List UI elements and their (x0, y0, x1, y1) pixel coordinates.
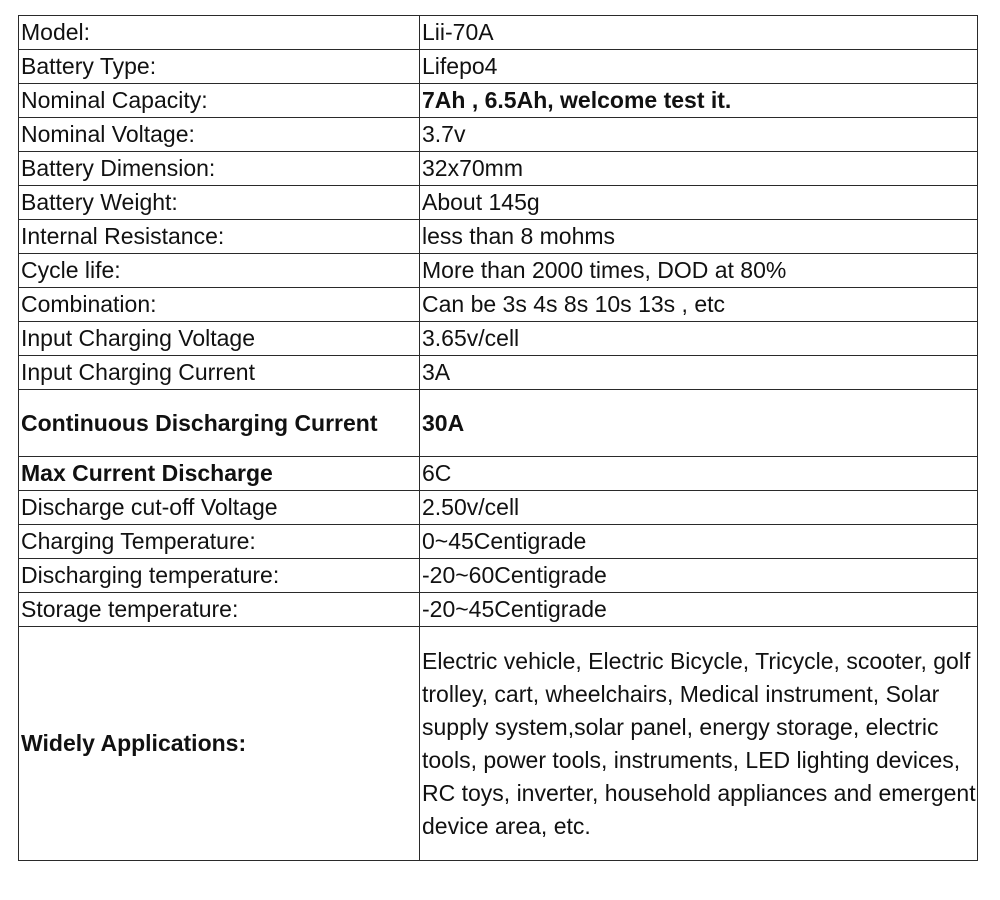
spec-label: Battery Dimension: (19, 152, 420, 186)
table-row (19, 288, 978, 322)
table-row (19, 559, 978, 593)
spec-value: -20~60Centigrade (420, 559, 978, 593)
spec-label: Input Charging Current (19, 356, 420, 390)
spec-label: Battery Weight: (19, 186, 420, 220)
spec-label: Cycle life: (19, 254, 420, 288)
spec-value: About 145g (420, 186, 978, 220)
spec-value: 0~45Centigrade (420, 525, 978, 559)
table-row (19, 627, 978, 861)
spec-label: Nominal Voltage: (19, 118, 420, 152)
spec-value: 32x70mm (420, 152, 978, 186)
table-row (19, 16, 978, 50)
table-row (19, 390, 978, 457)
table-row (19, 50, 978, 84)
spec-value: More than 2000 times, DOD at 80% (420, 254, 978, 288)
spec-value: Lii-70A (420, 16, 978, 50)
spec-value: Can be 3s 4s 8s 10s 13s , etc (420, 288, 978, 322)
spec-value: Lifepo4 (420, 50, 978, 84)
spec-label: Input Charging Voltage (19, 322, 420, 356)
spec-label: Continuous Discharging Current (19, 390, 420, 457)
table-row (19, 118, 978, 152)
table-row (19, 322, 978, 356)
spec-label: Nominal Capacity: (19, 84, 420, 118)
spec-label: Battery Type: (19, 50, 420, 84)
table-row (19, 356, 978, 390)
spec-value: 6C (420, 457, 978, 491)
table-row (19, 593, 978, 627)
table-row (19, 491, 978, 525)
spec-value: 3.65v/cell (420, 322, 978, 356)
table-row (19, 525, 978, 559)
spec-label: Charging Temperature: (19, 525, 420, 559)
table-row (19, 186, 978, 220)
spec-label: Discharging temperature: (19, 559, 420, 593)
table-row (19, 84, 978, 118)
battery-spec-table (18, 15, 978, 861)
table-row (19, 457, 978, 491)
spec-value: Electric vehicle, Electric Bicycle, Tricycle, scooter, golf trolley, cart, wheelchairs, Medical instrument, Solar supply system,solar panel, energy storage, electric tools, power tools, instruments, LED lighting devices, RC toys, inverter, household appliances and emergent device area, etc. (420, 627, 978, 861)
spec-label: Internal Resistance: (19, 220, 420, 254)
spec-value: 3A (420, 356, 978, 390)
table-row (19, 152, 978, 186)
table-row (19, 220, 978, 254)
spec-value: 3.7v (420, 118, 978, 152)
spec-value: 2.50v/cell (420, 491, 978, 525)
spec-value: 7Ah , 6.5Ah, welcome test it. (420, 84, 978, 118)
spec-value: less than 8 mohms (420, 220, 978, 254)
table-row (19, 254, 978, 288)
spec-label: Discharge cut-off Voltage (19, 491, 420, 525)
spec-value: 30A (420, 390, 978, 457)
spec-label: Widely Applications: (19, 627, 420, 861)
spec-label: Model: (19, 16, 420, 50)
spec-label: Max Current Discharge (19, 457, 420, 491)
spec-label: Combination: (19, 288, 420, 322)
spec-label: Storage temperature: (19, 593, 420, 627)
spec-value: -20~45Centigrade (420, 593, 978, 627)
